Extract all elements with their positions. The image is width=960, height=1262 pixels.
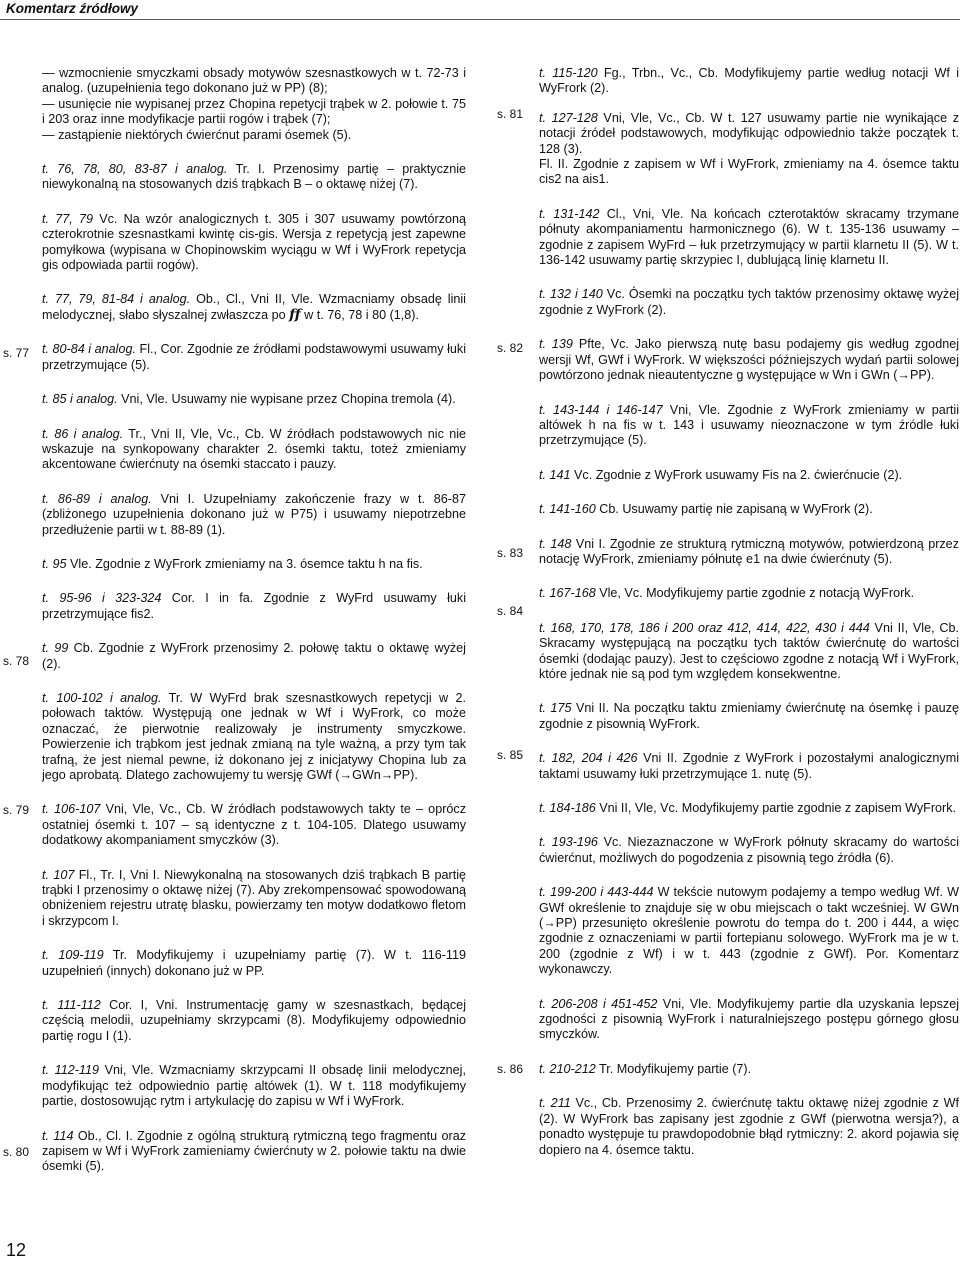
comment-paragraph: t. 141-160 Cb. Usuwamy partię nie zapisaną w WyFrork (2). [539,502,873,517]
bar-reference: t. 141-160 [539,502,596,517]
bar-reference: t. 99 [42,641,69,656]
bar-reference: t. 127-128 [539,110,598,125]
comment-paragraph: t. 167-168 Vle, Vc. Modyfikujemy partie zgodnie z notacją WyFrork. [539,586,915,601]
comment-paragraph: t. 199-200 i 443-444 W tekście nutowym podajemy a tempo według Wf. W GWf określenie to znajduje się w obu miejscach o takt wcześniej. W GWn (→PP) przesunięto określenie powrotu do tempa do t. 200 i 444, a więc zgodnie z oznaczeniami w partii fortepianu solowego. WyFrork ma je w t. 200 (zgodnie z Wf) i w t. 443 (zgodnie z GWf). Por. Komentarz wykonawczy. [539,885,959,977]
comment-paragraph: t. 76, 78, 80, 83-87 i analog. Tr. I. Przenosimy partię – praktycznie niewykonalną na stosowanych dziś trąbkach B – o oktawę niżej (7). [42,162,466,192]
margin-note: s. 84 [497,604,524,618]
bar-reference: t. 199-200 i 443-444 [539,885,654,900]
bar-reference: t. 112-119 [42,1063,99,1078]
comment-paragraph: t. 143-144 i 146-147 Vni, Vle. Zgodnie z WyFrork zmieniamy w partii altówek h na fis w t. 143 i usuwamy nieoznaczone w tym źródle łuki przetrzymujące (5). [539,402,959,448]
bar-reference: t. 76, 78, 80, 83-87 i analog. [42,162,228,177]
comment-paragraph: t. 184-186 Vni II, Vle, Vc. Modyfikujemy partie zgodnie z zapisem WyFrork. [539,801,957,815]
list-item: — zastąpienie niektórych ćwierćnut parami ósemek (5). [42,127,352,142]
comment-paragraph: t. 86 i analog. Tr., Vni II, Vle, Vc., Cb. W źródłach podstawowych nic nie wskazuje na synkopowany charakter 2. ósemki taktu, toteż zmieniamy akcentowane ćwierćnuty na ósemki staccato i pauzy. [42,426,467,472]
bar-reference: t. 115-120 [539,66,598,80]
bar-reference: t. 184-186 [539,801,596,815]
bar-reference: t. 167-168 [539,586,596,601]
bar-reference: t. 182, 204 i 426 [539,751,638,766]
right-column [539,66,959,1177]
bar-reference: t. 107 [42,867,75,882]
margin-note: s. 77 [3,346,30,360]
comment-paragraph: t. 86-89 i analog. Vni I. Uzupełniamy zakończenie frazy w t. 86-87 (zbliżonego uzupełnienia dokonano już w P75) i usuwamy niepotrzebne przedłużenie partii w t. 88-89 (1). [42,491,466,537]
bar-reference: t. 106-107 [42,802,101,817]
bar-reference: t. 211 [539,1096,571,1111]
dynamic-marking: ff [289,306,301,323]
margin-note: s. 78 [3,654,30,668]
bar-reference: t. 210-212 [539,1061,596,1076]
comment-paragraph: Fl. II. Zgodnie z zapisem w Wf i WyFrork, zmieniamy na 4. ósemce taktu cis2 na ais1. [539,157,959,187]
bar-reference: t. 148 [539,536,572,551]
comment-paragraph: t. 114 Ob., Cl. I. Zgodnie z ogólną strukturą rytmiczną tego fragmentu oraz zapisem w Wf i WyFrork zamieniamy ćwierćnuty w 2. połowie taktu na dwie ósemki (5). [42,1128,466,1174]
comment-paragraph: t. 80-84 i analog. Fl., Cor. Zgodnie ze źródłami podstawowymi usuwamy łuki przetrzymujące (5). [42,342,466,372]
bar-reference: t. 77, 79, 81-84 i analog. [42,292,191,307]
comment-paragraph: t. 193-196 Vc. Niezaznaczone w WyFrork półnuty skracamy do wartości ćwierćnut, możliwych do pogodzenia z pisownią tego źródła (6). [539,835,960,865]
comment-paragraph: t. 115-120 Fg., Trbn., Vc., Cb. Modyfikujemy partie według notacji Wf i WyFrork (2). [539,66,960,96]
margin-note: s. 85 [497,748,524,762]
comment-paragraph: t. 132 i 140 Vc. Ósemki na początku tych taktów przenosimy oktawę wyżej zgodnie z WyFrork (2). [539,287,960,317]
margin-note: s. 83 [497,546,524,560]
bar-reference: t. 95 [42,556,67,571]
comment-paragraph: t. 139 Pfte, Vc. Jako pierwszą nutę basu podajemy gis według zgodnej wersji Wf, GWf i WyFrork. W większości późniejszych wydań partii solowej powtórzono jednak nieautentyczne g występujące w Wn i GWn (→PP). [539,337,959,383]
comment-paragraph: t. 111-112 Cor. I, Vni. Instrumentację gamy w szesnastkach, będącej częścią melodii, uzupełniamy skrzypcami (8). Modyfikujemy odpowiednio partię rogu I (1). [42,998,466,1043]
comment-paragraph: t. 109-119 Tr. Modyfikujemy i uzupełniamy partię (7). W t. 116-119 uzupełnień (innych) dokonano już w PP. [42,948,467,978]
comment-paragraph: t. 107 Fl., Tr. I, Vni I. Niewykonalną na stosowanych dziś trąbkach B partię trąbki I przenosimy o oktawę niżej (7). Aby zrekompensować spowodowaną obniżeniem rejestru utratę blasku, powierzamy ten motyw dodatkowo fletom i skrzypcom I. [42,867,466,928]
header-divider [0,19,960,20]
bar-reference: t. 80-84 i analog. [42,342,136,357]
comment-paragraph: t. 210-212 Tr. Modyfikujemy partie (7). [539,1061,752,1076]
comment-paragraph: t. 131-142 Cl., Vni, Vle. Na końcach czterotaktów skracamy trzymane półnuty akompaniamentu harmonicznego (6). W t. 135-136 usuwamy – zgodnie z zapisem WyFrd – łuk przetrzymujący w partii klarnetu II (5). W t. 136-142 usuwamy partię skrzypiec I, dublującą linię klarnetu II. [539,206,959,268]
comment-paragraph: t. 168, 170, 178, 186 i 200 oraz 412, 414, 422, 430 i 444 Vni II, Vle, Cb. Skracamy występującą na początku tych taktów ćwierćnutę do wartości ósemki (dodając pauzy). Jest to częściowo zgodne z notacją Wf i WyFrork, które jednak nie są pod tym względem konsekwentne. [539,620,959,681]
left-column [42,66,466,1194]
comment-paragraph: t. 100-102 i analog. Tr. W WyFrd brak szesnastkowych repetycji w 2. połowach taktów. Występują one jednak w Wf i WyFrork, co może oznaczać, że pierwotnie realizowały je instrumenty smyczkowe. Powierzenie ich trąbkom jest jednak zmianą na tyle ważną, a przy tym tak trafną, że jest niemal pewne, iż dokonano jej z inicjatywy Chopina lub za jego aprobatą. Dlatego zachowujemy tu wersję GWf (→GWn→PP). [42,690,466,782]
list-item: — wzmocnienie smyczkami obsady motywów szesnastkowych w t. 72-73 i analog. (uzupełnienia tego dokonano już w PP) (8); [42,66,466,96]
page-number: 12 [6,1240,27,1260]
bar-reference: t. 139 [539,337,573,352]
comment-paragraph: t. 99 Cb. Zgodnie z WyFrork przenosimy 2. połowę taktu o oktawę wyżej (2). [42,641,466,671]
comment-paragraph: t. 211 Vc., Cb. Przenosimy 2. ćwierćnutę taktu oktawę niżej zgodnie z Wf (2). W WyFrork bas zapisany jest zgodnie z GWf (pierwotna wersja?), a ponadto występuje tu prawdopodobnie błąd rytmiczny: 2. akord pojawia się dopiero na 4. ósemce taktu. [539,1096,959,1157]
margin-note: s. 81 [497,107,524,121]
comment-paragraph: t. 141 Vc. Zgodnie z WyFrork usuwamy Fis na 2. ćwierćnucie (2). [539,467,903,482]
bar-reference: t. 86 i analog. [42,426,124,441]
margin-note: s. 80 [3,1145,30,1159]
comment-paragraph: t. 182, 204 i 426 Vni II. Zgodnie z WyFrork i pozostałymi analogicznymi taktami usuwamy łuki przetrzymujące 1. nutę (5). [539,751,960,781]
bar-reference: t. 114 [42,1128,74,1143]
bar-reference: t. 193-196 [539,835,598,850]
bar-reference: t. 100-102 i analog. [42,690,162,705]
bar-reference: t. 131-142 [539,206,600,221]
bar-reference: t. 141 [539,467,571,482]
margin-note: s. 79 [3,803,30,817]
bar-reference: t. 85 i analog. [42,392,118,407]
bar-reference: t. 168, 170, 178, 186 i 200 oraz 412, 414, 422, 430 i 444 [539,620,870,635]
list-item: — usunięcie nie wypisanej przez Chopina repetycji trąbek w 2. połowie t. 75 i 203 oraz inne modyfikacje partii rogów i trąbek (7); [42,96,466,127]
bar-reference: t. 77, 79 [42,211,93,226]
comment-paragraph: t. 127-128 Vni, Vle, Vc., Cb. W t. 127 usuwamy partie nie wynikające z notacji źródeł podstawowych, modyfikując odpowiednio także początek t. 128 (3). [539,110,959,156]
comment-paragraph: t. 77, 79, 81-84 i analog. Ob., Cl., Vni II, Vle. Wzmacniamy obsadę linii melodycznej, słabo słyszalnej zwłaszcza po ff w t. 76, 78 i 80 (1,8). [42,292,466,323]
comment-paragraph: t. 206-208 i 451-452 Vni, Vle. Modyfikujemy partie dla uzyskania lepszej zgodności z pisownią WyFrork i naturalniejszego postępu górnego głosu smyczków. [539,996,960,1042]
comment-paragraph: t. 77, 79 Vc. Na wzór analogicznych t. 305 i 307 usuwamy powtórzoną czterokrotnie szesnastkami kwintę cis-gis. Wersja z repetycją jest zapewne pomyłkowa (wypisana w Chopinowskim wyciągu w Wf i WyFrork repetycja gis odpowiada partii rogów). [42,211,467,273]
bar-reference: t. 95-96 i 323-324 [42,591,162,606]
bar-reference: t. 86-89 i analog. [42,491,152,506]
comment-paragraph: t. 106-107 Vni, Vle, Vc., Cb. W źródłach podstawowych takty te – oprócz ostatniej ósemki t. 107 – są identyczne z t. 104-105. Dlatego usuwamy dodatkowy akompaniament smyczków (3). [42,802,466,848]
comment-paragraph: t. 112-119 Vni, Vle. Wzmacniamy skrzypcami II obsadę linii melodycznej, modyfikując też odpowiednio partię altówek (1). W t. 118 modyfikujemy partie, dostosowując rytm i artykulację do zapisu w Wf i WyFrork. [42,1063,466,1109]
bar-reference: t. 206-208 i 451-452 [539,996,658,1011]
comment-paragraph: t. 95-96 i 323-324 Cor. I in fa. Zgodnie z WyFrd usuwamy łuki przetrzymujące fis2. [42,591,466,621]
running-header: Komentarz źródłowy [6,1,139,16]
comment-paragraph: t. 175 Vni II. Na początku taktu zmieniamy ćwierćnutę na ósemkę i pauzę zgodnie z pisownią WyFrork. [539,701,959,731]
comment-paragraph: t. 85 i analog. Vni, Vle. Usuwamy nie wypisane przez Chopina tremola (4). [42,392,456,407]
comment-paragraph: t. 148 Vni I. Zgodnie ze strukturą rytmiczną motywów, potwierdzoną przez notację WyFrork, zmieniamy półnutę e1 na dwie ćwierćnuty (5). [539,536,959,566]
comment-paragraph: t. 95 Vle. Zgodnie z WyFrork zmieniamy na 3. ósemce taktu h na fis. [42,556,423,571]
bar-reference: t. 175 [539,701,572,716]
bar-reference: t. 132 i 140 [539,287,603,302]
bar-reference: t. 111-112 [42,998,101,1013]
bar-reference: t. 143-144 i 146-147 [539,402,663,417]
bar-reference: t. 109-119 [42,948,104,963]
margin-note: s. 86 [497,1062,524,1076]
margin-note: s. 82 [497,341,524,355]
